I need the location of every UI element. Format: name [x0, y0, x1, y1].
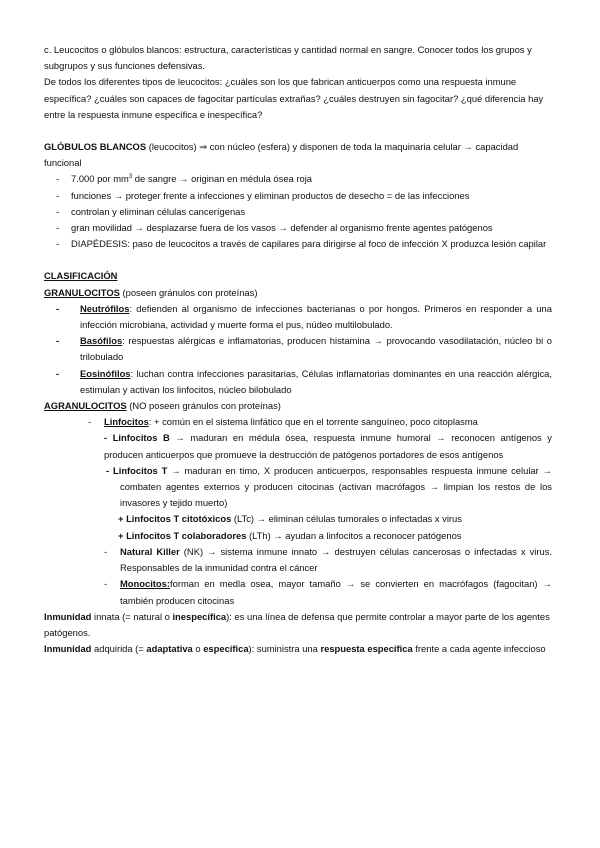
text-span: adquirida (= [91, 643, 147, 655]
linfocitos-t-item [44, 463, 552, 512]
bullet: - [56, 335, 60, 347]
lth-name: + Linfocitos T colaboradores [118, 529, 247, 541]
linfocitos-name: Linfocitos [104, 416, 149, 428]
inmunidad-label: Inmunidad [44, 643, 92, 655]
clasificacion-title: CLASIFICACIÓN [44, 270, 118, 282]
inmunidad-adquirida [44, 641, 552, 657]
agranulocitos-note: (NO poseen gránulos con proteínas) [126, 400, 281, 412]
neutrofilos-item [44, 301, 552, 333]
globulos-title-rest: (leucocitos) ⇒ con núcleo (esfera) y disponen de toda la maquinaria celular → capacidad funcional [44, 141, 519, 169]
neutrofilos-text: : defienden al organismo de infecciones bacterianas o por hongos. Primeros en responder a una infección microbiana, actividad y muerte forma el pus, núdeo multilobulado. [80, 302, 552, 331]
natural-killer-name: Natural Killer [120, 545, 180, 557]
basofilos-text: : respuestas alérgicas e inflamatorias, producen histamina → provocando vasodilatación, núcleo bi o trilobulado [80, 335, 552, 363]
eosinofilos-text: : luchan contra infecciones parasitarias, Células inflamatorias dominantes en una reacción alérgica, estimulan y activan los linfocitos, núcleo bilobulado [80, 367, 552, 395]
bullet: - [104, 578, 108, 590]
natural-killer-text: (NK) → sistema inmune innato → destruyen células cancerosas o infectadas x virus. Responsables de la inmunidad contra el cáncer [120, 545, 552, 574]
inmunidad-innata [44, 609, 552, 641]
list-item-text: 7.000 por mm [71, 173, 129, 185]
intro-paragraph-1: c. Leucocitos o glóbulos blancos: estructura, características y cantidad normal en sangre. Conocer todos los grupos y subgrupos y sus funciones defensivas. [44, 44, 532, 72]
bold-span: adaptativa [146, 643, 193, 655]
granulocitos-title: GRANULOCITOS [44, 286, 120, 298]
bullet: - [104, 545, 108, 557]
clasificacion-heading [44, 268, 552, 284]
text-span: frente a cada agente infeccioso [412, 643, 546, 655]
inmunidad-label: Inmunidad [44, 610, 92, 622]
granulocitos-note: (poseen gránulos con proteínas) [119, 286, 258, 298]
ltc-text: (LTc) → eliminan células tumorales o infectadas x virus [231, 513, 462, 525]
basofilos-item [44, 333, 552, 365]
granulocitos-heading [44, 285, 552, 301]
linfocitos-b-item [44, 430, 552, 462]
ltc-item [44, 511, 552, 527]
bold-span: inespecífica [172, 610, 227, 622]
linfocitos-b-text: → maduran en médula ósea, respuesta inmune humoral → reconocen antígenos y producen anticuerpos que promueve la destrucción de patógenos portadores de esos antígenos [104, 432, 552, 460]
linfocitos-t-name: - Linfocitos T [106, 464, 168, 476]
agranulocitos-title: AGRANULOCITOS [44, 400, 127, 412]
text-span: innata (= natural o [91, 610, 173, 622]
linfocitos-text: : + común en el sistema linfático que en el torrente sanguíneo, poco citoplasma [148, 416, 478, 428]
lth-item [44, 528, 552, 544]
linfocitos-b-name: - Linfocitos B [104, 432, 170, 444]
basofilos-name: Basófilos [80, 335, 123, 347]
text-span: o [192, 643, 204, 655]
linfocitos-item [44, 414, 552, 430]
list-item: - DIAPÉDESIS: paso de leucocitos a través de capilares para dirigirse al foco de infección X produzca lesión capilar [44, 236, 552, 252]
ltc-name: + Linfocitos T citotóxicos [118, 513, 232, 525]
list-item: - funciones → proteger frente a infecciones y eliminan productos de desecho = de las infecciones [44, 188, 552, 204]
globulos-title: GLÓBULOS BLANCOS [44, 141, 147, 153]
bold-span: específica [203, 643, 249, 655]
lth-text: (LTh) → ayudan a linfocitos a reconocer patógenos [246, 529, 462, 541]
eosinofilos-name: Eosinófilos [80, 367, 131, 379]
globulos-heading [44, 139, 552, 171]
bullet: - [88, 416, 92, 428]
intro-paragraph-2: De todos los diferentes tipos de leucocitos: ¿cuáles son los que fabrican anticuerpos como una respuesta inmune específica? ¿cuáles son capaces de fagocitar partículas extrañas? ¿cuáles destruyen sin fagocitar? ¿qué diferencia hay entre la respuesta inmune específica e inespecífica? [44, 76, 544, 120]
bullet: - [56, 302, 60, 314]
monocitos-item [44, 576, 552, 608]
text-span: ): es una línea de defensa que permite controlar a mayor parte de los agentes patógenos. [44, 610, 550, 638]
eosinofilos-item [44, 366, 552, 398]
text-span: ): suministra una [248, 643, 321, 655]
natural-killer-item [44, 544, 552, 576]
list-item: - controlan y eliminan células cancerígenas [44, 204, 552, 220]
neutrofilos-name: Neutrófilos [80, 302, 130, 314]
linfocitos-t-text: → maduran en timo, X producen anticuerpos, responsables respuesta inmune celular → combaten agentes externos y producen citocinas (activan macrófagos → limpian los restos de los invasores y tejido muerto) [120, 464, 552, 509]
globulos-list [44, 171, 552, 252]
bullet: - [56, 367, 60, 379]
monocitos-name: Monocitos: [120, 578, 170, 590]
monocitos-text: forman en medla osea, mayor tamaño → se convierten en macrófagos (fagocitan) → también producen citocinas [120, 578, 552, 606]
list-item: - gran movilidad → desplazarse fuera de los vasos → defender al organismo frente agentes patógenos [44, 220, 552, 236]
agranulocitos-heading [44, 398, 552, 414]
superscript: 3 [128, 174, 133, 181]
bold-span: respuesta específica [320, 643, 413, 655]
list-item [44, 171, 552, 187]
list-item-text: de sangre → originan en médula ósea roja [132, 173, 312, 185]
